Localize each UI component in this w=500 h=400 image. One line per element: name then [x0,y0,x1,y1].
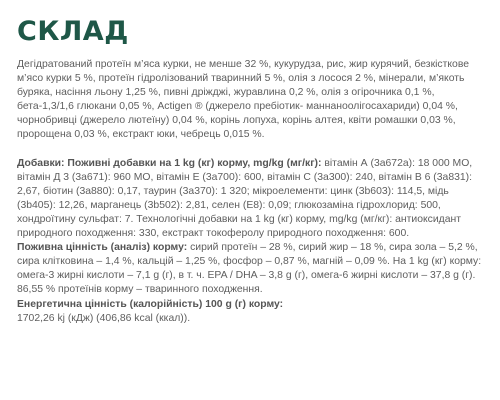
nutrition-info [17,157,487,326]
ingredients-text: Дегідратований протеїн м’яса курки, не менше 32 %, кукурудза, рис, жир курячий, безкісткове м’ясо курки 5 %, протеїн гідролізований тваринний 5 %, олія з лосося 2 %, мінерали, м’якоть буряка, насіння льону 1,25 %, пивні дріжджі, журавлина 0,2 %, олія з огірочника 0,1 %, бета-1,3/1,6 глюкани 0,05 %, Actigen ® (джерело пребіотик- маннаноолігосахариди) 0,04 %, чорнобривці (джерело лютеїну) 0,04 %, корінь лопуха, корінь алтея, квіти ромашки 0,03 %, пророщена 0,03 %, екстракт юки, чебрець 0,015 %. [17,59,470,141]
energy-value: 1702,26 kj (кДж) (406,86 kcal (ккал)). [17,312,191,324]
additives-label: Добавки: Поживні добавки на 1 kg (кг) корму, mg/kg (мг/кг): [17,157,322,169]
analysis-text: сирий протеїн – 28 %, сирий жир – 18 %, сира зола – 5,2 %, сира клітковина – 1,4 %, кальцій – 1,25 %, фосфор – 0,87 %, магній – 0,09 %. На 1 kg (кг) корму: омега-3 жирні кислоти – 7,1 g (г), в т. ч. EPA / DHA – 3,8 g (г), омега-6 жирні кислоти – 37,8 g (г). 86,55 % протеїнів корму – тваринного походження. [17,242,482,296]
page-title: СКЛАД [17,16,129,47]
analysis-paragraph [17,241,487,297]
additives-paragraph [17,157,487,242]
energy-label: Енергетична цінність (калорійність) 100 g (г) корму: [17,298,284,310]
analysis-label: Поживна цінність (аналіз) корму: [17,242,188,254]
additives-text: вітамін А (3a672a): 18 000 МО, вітамін Д 3 (3a671): 960 МО, вітамін Е (3a700): 600, вітамін С (3a300): 240, вітамін В 6 (3a831): 2,67, біотин (3a880): 0,17, таурин (3a370): 1 320; мікроелементи: цинк (3b603): 114,5, мідь (3b405): 12,26, марганець (3b502): 2,81, селен (E8): 0,09; глюкозаміна гідрохлорид: 500, хондроїтину сульфат: 7. Технологічні добавки на 1 kg (кг) корму, mg/kg (мг/кг): антиоксидант природного походження: 330, екстракт токоферолу природного походження: 600. [17,157,473,240]
